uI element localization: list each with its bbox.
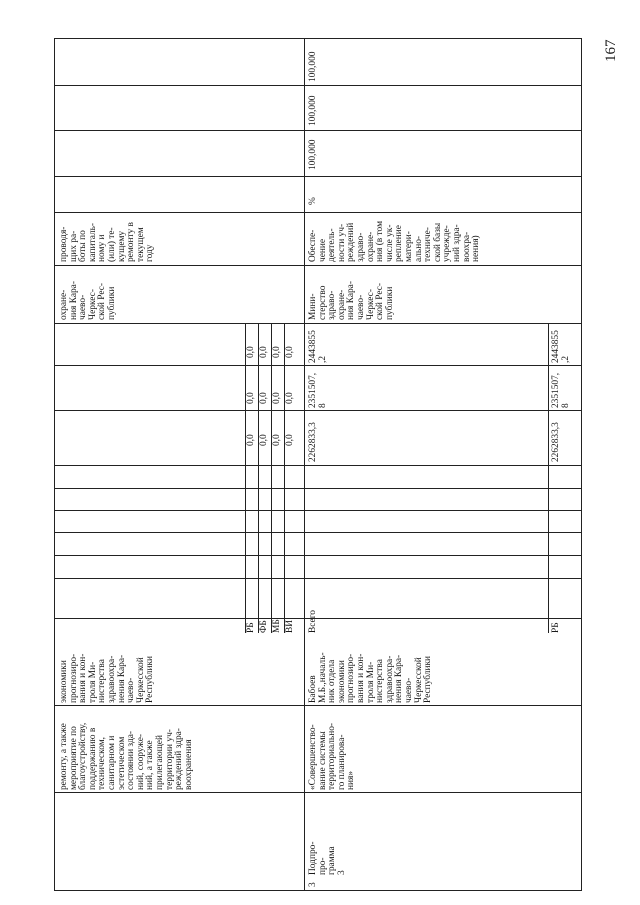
target-value-y1: 100,000 (308, 139, 318, 170)
fin-value: 0,0 (285, 434, 295, 446)
executor-text: экономики прогнозиро- вания и кон- троля Ми- нистерства здравоохра- нения Кара- чаево- Черкесской Республики (59, 653, 156, 703)
funding-label-mb: МБ (272, 619, 282, 633)
total-value-y3: 2443855 ,2 (308, 330, 328, 363)
fin-value: 0,0 (272, 392, 282, 404)
funding-label-vi: ВИ (285, 619, 295, 633)
target-value-y3: 100,000 (308, 51, 318, 82)
subprogram-executor: Бабоев М.Б.,началь- ник отдела экономики прогнозиро- вания и кон- троля Ми- нистерства здравоохра- нения Кара- чаево- Черкесской Республики (308, 652, 434, 703)
row-type: Подпро- про- грамма 3 (308, 841, 347, 875)
result-text: проводя- щих ра- боты по капиталь- ному и (или) те- кущему ремонту в текущем году (59, 222, 156, 262)
fin-value: 0,0 (246, 346, 256, 358)
subprogram-coexecutor: Мини- стерство здраво- охране- ния Кара- чаево- Черкес- ской Рес- публики (308, 281, 395, 320)
total-value-y2: 2351507, 8 (308, 372, 328, 408)
unit-cell: % (308, 197, 318, 205)
fin-value: 0,0 (285, 392, 295, 404)
total-value-y1: 2262833,3 (308, 422, 318, 462)
target-value-y2: 100,000 (308, 95, 318, 126)
row-number: 3 (308, 882, 318, 887)
rb-value-y1: 2262833,3 (551, 422, 561, 462)
total-label: Всего (308, 610, 318, 633)
subprogram-title: «Совершенство- вание системы территориально- го планирова- ния» (308, 722, 357, 790)
fin-value: 0,0 (259, 346, 269, 358)
fin-value: 0,0 (259, 434, 269, 446)
page-number: 167 (603, 39, 619, 62)
fin-value: 0,0 (246, 392, 256, 404)
fin-value: 0,0 (285, 346, 295, 358)
fin-value: 0,0 (259, 392, 269, 404)
fin-value: 0,0 (272, 346, 282, 358)
rb-label: РБ (551, 622, 561, 633)
measure-text: ремонту, а также мероприятие по благоустройству, поддержанию в техническом, санитарном и эстетическом состоянии зда- ний, сооруже- ний, а также прилегающей территории уч- реждений здра- воохранения (59, 722, 194, 790)
rb-value-y2: 2351507, 8 (551, 372, 571, 408)
funding-label-fb: ФБ (259, 620, 269, 633)
funding-label-rb: РБ (246, 622, 256, 633)
rb-value-y3: 2443855 ,2 (551, 330, 571, 363)
coexecutor-text: охране- ния Кара- чаево- Черкес- ской Рес- публики (59, 281, 117, 320)
fin-value: 0,0 (246, 434, 256, 446)
fin-value: 0,0 (272, 434, 282, 446)
subprogram-result: Обеспе- чение деятель- ности уч- реждений здраво- охране- ния (в том числе ук- репление матери- ально- техниче- ской базы учрежде- ний здра- воохра- нения) (308, 221, 482, 262)
